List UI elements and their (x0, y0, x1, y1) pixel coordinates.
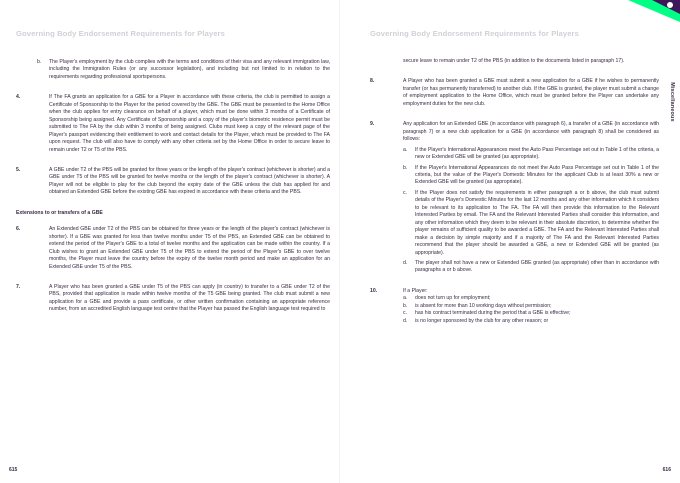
section-side-tab (667, 72, 677, 132)
paragraph-text: Any application for an Extended GBE (in accordance with paragraph 6), a transfer of a GBE (in accordance with paragraph 7) or a new club application for a GBE (in accordance with paragraph 8) shall be considered as follows: (403, 121, 659, 143)
paragraph-6 (16, 226, 330, 271)
section-heading: Extensions to or transfers of a GBE (16, 209, 103, 216)
paragraph-text: If a Player: (403, 287, 428, 294)
running-title: Governing Body Endorsement Requirements for Players (370, 29, 579, 38)
page-number: 616 (662, 467, 671, 473)
sub-item-text: does not turn up for employment; (415, 295, 491, 302)
paragraph-5 (16, 167, 330, 197)
paragraph-text: If The FA grants an application for a GBE for a Player in accordance with these criteria, the club is permitted to assign a Certificate of Sponsorship to the Player for the period covered by the GBE. The GBE must be presented to the Home Office when the club applies for entry clearance on behalf of a player, which must be done within 3 months of a Certificate of Sponsorship being assigned. Any Certificate of Sponsorship and a copy of the player's biometric residence permit must be submitted to The FA by the club within 3 months of being assigned. Clubs must keep a copy of the relevant page of the Player's passport evidencing their entitlement to work and contact details for the Player, which must be provided to The FA upon request. The club will also have to comply with any other criteria set by the Home Office in order to secure leave to remain under T2 or T5 of the PBS. (49, 94, 330, 153)
paragraph-number: 5. (16, 166, 21, 173)
sub-item (403, 165, 659, 187)
paragraph-4 (16, 94, 330, 154)
sub-item-text: is no longer sponsored by the club for any other reason; or (415, 317, 549, 324)
sub-item-text: If the Player's International Appearances meet the Auto Pass Percentage set out in Table 1 of the criteria, a new or Extended GBE will be granted (as appropriate). (415, 146, 659, 161)
paragraph-7 (16, 284, 330, 314)
sub-item-text: The Player's employment by the club complies with the terms and conditions of their visa and any relevant immigration law, including the Immigration Rules (or any successor legislation), and including but not limited to in relation to the requirements regarding professional sportspersons. (49, 59, 330, 80)
paragraph-text: A Player who has been granted a GBE under T5 of the PBS can apply (in country) to transfer to a GBE under T2 of the PBS, provided that application is made within twelve months of the T5 GBE being granted. The club must submit a new application for a GBE and provide a pass certificate, or other written confirmation containing an appropriate reference number, from an accredited English language test centre that the Player has passed the English language test required to (49, 283, 330, 313)
left-page-body (16, 59, 330, 314)
paragraph-8 (370, 78, 659, 108)
sub-item-letter: a. (403, 295, 408, 302)
right-page-body (370, 58, 659, 325)
paragraph-number: 10. (370, 287, 378, 294)
right-page (340, 0, 680, 483)
paragraph-10 (370, 288, 659, 325)
paragraph-text: A GBE under T2 of the PBS will be granted for three years or the length of the player's contract (whichever is shorter) and a GBE under T5 of the PBS will be granted for twelve months or the length of the player's contract (whichever is shorter). A Player will not be eligible to play for the club beyond the expiry date of the GBE unless the club has applied for and obtained an Extended GBE before the existing GBE has expired in accordance with these criteria and the PBS. (49, 166, 330, 196)
running-title: Governing Body Endorsement Requirements for Players (16, 29, 225, 38)
paragraph-number: 9. (370, 121, 375, 128)
corner-logo-decoration (620, 0, 680, 22)
side-tab-label: Miscellaneous (669, 82, 675, 122)
sub-item-text: The player shall not have a new or Extended GBE granted (as appropriate) other than in accordance with paragraphs a or b above. (415, 259, 659, 274)
sub-item-letter: d. (403, 317, 408, 324)
sub-item-4b (16, 59, 330, 81)
page-number: 615 (9, 467, 18, 473)
paragraph-number: 4. (16, 94, 21, 101)
sub-item-text: has his contract terminated during the period that a GBE is effective; (415, 310, 571, 317)
sub-item-text: is absent for more than 10 working days without permission; (415, 302, 552, 309)
sub-item-letter: c. (403, 310, 407, 317)
paragraph-number: 7. (16, 283, 21, 290)
paragraph-9 (370, 121, 659, 275)
paragraph-number: 6. (16, 226, 21, 233)
paragraph-7-continued (370, 58, 659, 65)
lion-crest-icon (667, 2, 673, 8)
sub-item (403, 318, 659, 325)
sub-item-letter: b. (403, 302, 408, 309)
sub-item (403, 147, 659, 162)
paragraph-text: A Player who has been granted a GBE must submit a new application for a GBE if he wishes to permanently transfer (or has permanently transferred) to another club. If the GBE is granted, the player must submit a change of employment application to the Home Office, which must be granted before the Player can undertake any employment duties for the new club. (403, 78, 659, 107)
sub-item-letter: b. (403, 164, 408, 171)
sub-item-text: If the Player does not satisfy the requirements in either paragraph a or b above, the club must submit details of the Player's Domestic Minutes for the last 12 months and any other information which it considers to be relevant to its application to The FA. The FA will then provide this information to the Relevant Interested Parties by email. The FA and the Relevant Interested Parties shall consider this information, and any other information which they deem to be relevant in their absolute discretion, to determine whether the player remains of sufficient quality to be awarded a GBE. The FA and the Relevant Interested Parties shall make a decision by simple majority and if a majority of The FA and the Relevant Interested Parties recommend that the player should be awarded a GBE, a new or Extended GBE will be granted (as appropriate). (415, 189, 659, 256)
sub-item-text: If the Player's International Appearances do not meet the Auto Pass Percentage set out in Table 1 of the criteria, but the value of the Player's Domestic Minutes for the applicant Club is at least 30% a new or Extended GBE will be granted (as appropriate). (415, 164, 659, 186)
sub-item (403, 190, 659, 257)
sub-item-letter: c. (403, 189, 407, 196)
sub-item-letter: a. (403, 146, 408, 153)
paragraph-number: 8. (370, 78, 375, 85)
sub-item (403, 260, 659, 275)
sub-item (403, 295, 659, 302)
paragraph-text: An Extended GBE under T2 of the PBS can be obtained for three years or the length of the player's contract (whichever is shorter). If a GBE was granted for less than twelve months under T5 of the PBS, an Extended GBE can be obtained to extend the period of the Player's GBE to a total of twelve months and the application can be made within the country. If a Club wishes to grant an Extended GBE under T5 of the PBS to extend the period of the Player's GBE to over twelve months, the Player must leave the country before the expiry of the twelve month period and make an application for an Extended GBE under T5 of the PBS. (49, 226, 330, 270)
paragraph-text: secure leave to remain under T2 of the PBS (in addition to the documents listed in paragraph 17). (403, 58, 625, 64)
sub-item-letter: b. (37, 59, 42, 65)
sub-item (403, 303, 659, 310)
sub-item (403, 310, 659, 317)
sub-item-letter: d. (403, 259, 408, 266)
